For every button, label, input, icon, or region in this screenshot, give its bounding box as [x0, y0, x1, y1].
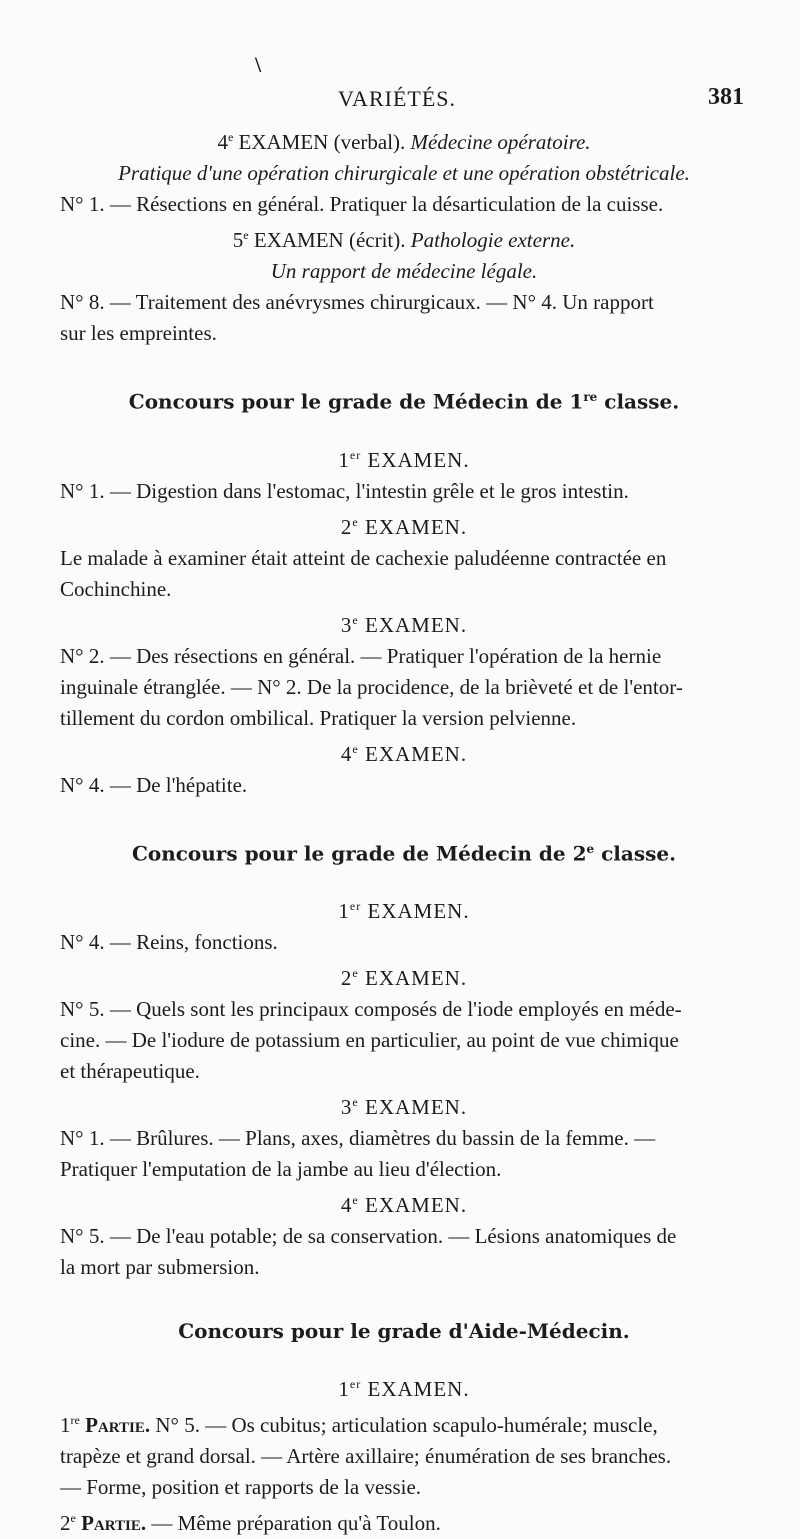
section-title-medecin-1re-classe	[60, 383, 748, 416]
ordinal-suffix: e	[352, 741, 359, 756]
partie-1-line-3: — Forme, position et rapports de la vessie.	[60, 1475, 422, 1500]
exam-label: EXAMEN.	[361, 447, 470, 472]
partie-number: 2	[60, 1511, 71, 1536]
exam-text: N° 1. — Digestion dans l'estomac, l'intestin grêle et le gros intestin.	[60, 478, 629, 503]
exam-number: 4	[217, 130, 228, 154]
exam-label: EXAMEN.	[358, 1193, 468, 1218]
ordinal-suffix: e	[243, 228, 249, 242]
exam-heading	[60, 507, 748, 543]
exam-heading	[60, 1185, 748, 1221]
exam-label: EXAMEN (verbal).	[233, 130, 411, 154]
exam-number: 2	[340, 966, 353, 991]
page-body	[60, 122, 748, 1539]
exam-heading	[60, 605, 748, 641]
section-title-text: Concours pour le grade de Médecin de 1	[128, 389, 584, 414]
exam-heading	[60, 891, 748, 927]
section-title-end: classe.	[594, 841, 677, 866]
exam-5-item-line-2: sur les empreintes.	[60, 321, 217, 345]
exam-5-subtitle: Un rapport de médecine légale.	[270, 259, 538, 283]
exam-text: et thérapeutique.	[60, 1059, 200, 1084]
section-title-text: Concours pour le grade de Médecin de 2	[131, 841, 587, 866]
exam-text: N° 2. — Des résections en général. — Pratiquer l'opération de la hernie	[60, 643, 662, 668]
page-number: 381	[708, 84, 744, 110]
exam-label: EXAMEN.	[358, 612, 468, 637]
exam-heading	[60, 1369, 748, 1405]
exam-number: 2	[340, 514, 353, 539]
exam-number: 3	[340, 1095, 353, 1120]
ordinal-suffix: er	[349, 447, 362, 462]
exam-text: N° 4. — De l'hépatite.	[60, 772, 248, 797]
exam-number: 3	[340, 612, 353, 637]
exam-text: inguinale étranglée. — N° 2. De la procidence, de la brièveté et de l'entor-	[60, 674, 683, 699]
ordinal-suffix: e	[227, 130, 234, 144]
ordinal-suffix: re	[70, 1413, 80, 1428]
exam-number: 1	[338, 899, 350, 924]
partie-1-line-1	[60, 1405, 748, 1441]
ordinal-suffix: e	[586, 841, 595, 856]
exam-label: EXAMEN.	[358, 514, 468, 539]
partie-1-line-2: trapèze et grand dorsal. — Artère axillaire; énumération de ses branches.	[60, 1444, 672, 1469]
partie-text: — Même préparation qu'à Toulon.	[146, 1511, 441, 1536]
exam-heading	[60, 1087, 748, 1123]
printer-mark: \	[255, 52, 262, 77]
exam-number: 1	[338, 447, 350, 472]
section-title-aide-medecin: Concours pour le grade d'Aide-Médecin.	[178, 1319, 630, 1344]
ordinal-suffix: e	[352, 612, 359, 627]
exam-label: EXAMEN (écrit).	[248, 228, 411, 252]
running-head: VARIÉTÉS.	[338, 86, 456, 111]
exam-number: 1	[338, 1377, 350, 1402]
ordinal-suffix: er	[349, 1377, 362, 1392]
partie-label: Partie.	[75, 1511, 147, 1536]
exam-text: Pratiquer l'emputation de la jambe au lieu d'élection.	[60, 1157, 502, 1182]
exam-heading	[60, 440, 748, 476]
section-title-medecin-2e-classe	[60, 835, 748, 868]
section-title-end: classe.	[597, 389, 680, 414]
ordinal-suffix: e	[352, 966, 359, 981]
exam-heading	[60, 958, 748, 994]
partie-label: Partie.	[79, 1413, 151, 1438]
exam-5-heading	[60, 220, 748, 256]
exam-text: N° 5. — Quels sont les principaux composés de l'iode employés en méde-	[60, 997, 682, 1022]
exam-label: EXAMEN.	[358, 966, 468, 991]
exam-4-heading	[60, 122, 748, 158]
exam-subject: Pathologie externe.	[410, 228, 576, 252]
exam-heading	[60, 734, 748, 770]
exam-number: 4	[340, 1193, 353, 1218]
ordinal-suffix: e	[352, 1095, 359, 1110]
exam-label: EXAMEN.	[358, 1095, 468, 1120]
exam-4-item: N° 1. — Résections en général. Pratiquer la désarticulation de la cuisse.	[60, 192, 664, 216]
partie-number: 1	[60, 1413, 71, 1438]
exam-number: 5	[232, 228, 244, 252]
exam-4-subtitle: Pratique d'une opération chirurgicale et une opération obstétricale.	[118, 161, 690, 185]
exam-text: N° 5. — De l'eau potable; de sa conservation. — Lésions anatomiques de	[60, 1224, 677, 1249]
partie-text: N° 5. — Os cubitus; articulation scapulo-humérale; muscle,	[150, 1413, 658, 1438]
exam-text: N° 4. — Reins, fonctions.	[60, 930, 278, 955]
ordinal-suffix: re	[583, 390, 598, 404]
ordinal-suffix: e	[352, 514, 359, 529]
ordinal-suffix: er	[349, 899, 362, 914]
exam-5-item-line-1: N° 8. — Traitement des anévrysmes chirurgicaux. — N° 4. Un rapport	[60, 290, 654, 314]
exam-number: 4	[340, 741, 353, 766]
exam-label: EXAMEN.	[361, 899, 470, 924]
exam-text: Cochinchine.	[60, 576, 172, 601]
exam-text: tillement du cordon ombilical. Pratiquer la version pelvienne.	[60, 705, 577, 730]
ordinal-suffix: e	[70, 1511, 76, 1526]
exam-subject: Médecine opératoire.	[410, 130, 591, 154]
exam-label: EXAMEN.	[358, 741, 468, 766]
partie-2-line	[60, 1503, 748, 1539]
ordinal-suffix: e	[352, 1193, 359, 1208]
exam-label: EXAMEN.	[361, 1377, 470, 1402]
exam-text: Le malade à examiner était atteint de cachexie paludéenne contractée en	[60, 545, 667, 570]
exam-text: cine. — De l'iodure de potassium en particulier, au point de vue chimique	[60, 1028, 679, 1053]
exam-text: N° 1. — Brûlures. — Plans, axes, diamètres du bassin de la femme. —	[60, 1126, 656, 1151]
exam-text: la mort par submersion.	[60, 1255, 260, 1280]
